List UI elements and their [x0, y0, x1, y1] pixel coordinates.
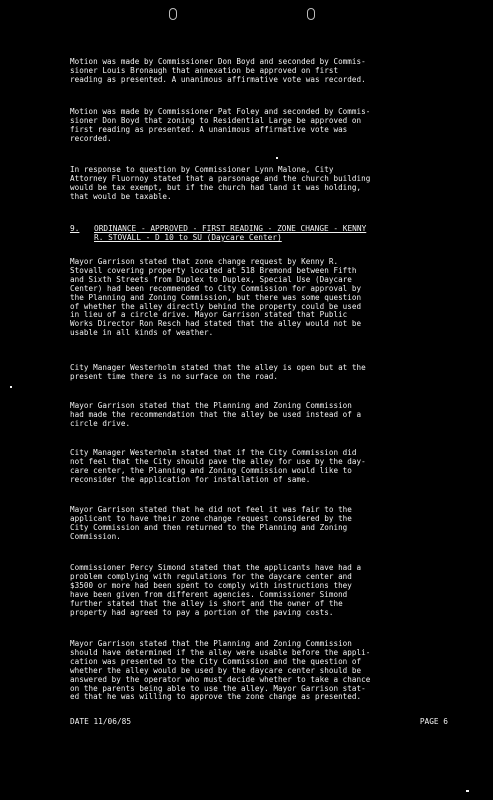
text-line: Mayor Garrison stated that he did not feel it was fair to the: [70, 506, 352, 514]
text-line: not feel that the City should pave the alley for use by the day-: [70, 457, 366, 466]
text-line: sioner Don Boyd that zoning to Residential Large be approved on: [70, 116, 362, 125]
text-line: Mayor Garrison stated that the Planning and Zoning Commission: [70, 402, 352, 410]
text-line: Motion was made by Commissioner Pat Foley and seconded by Commis-: [70, 108, 371, 116]
text-line: cation was presented to the City Commission and the question of: [70, 657, 362, 666]
zone-change-paragraph: [70, 258, 442, 338]
text-line: usable in all kinds of weather.: [70, 329, 214, 338]
text-line: reading as presented. A unanimous affirmative vote was recorded.: [70, 75, 366, 84]
text-line: recorded.: [70, 134, 112, 143]
text-line: answered by the operator who must decide whether to take a chance: [70, 675, 371, 684]
text-line: City Commission and then returned to the Planning and Zoning: [70, 523, 348, 532]
scan-speck: [10, 386, 12, 388]
motion-annexation-paragraph: [70, 58, 442, 85]
text-line: In response to question by Commissioner Lynn Malone, City: [70, 166, 334, 174]
text-line: Mayor Garrison stated that zone change request by Kenny R.: [70, 258, 339, 266]
agenda-item-heading: [70, 224, 442, 244]
text-line: and Sixth Streets from Duplex to Duplex, Special Use (Daycare: [70, 275, 352, 284]
agenda-item-title: ORDINANCE - APPROVED - FIRST READING - ZONE CHANGE - KENNY: [94, 224, 367, 233]
text-line: ed that he was willing to approve the zone change as presented.: [70, 693, 362, 702]
tax-exempt-paragraph: [70, 166, 442, 202]
text-line: Motion was made by Commissioner Don Boyd and seconded by Commis-: [70, 58, 366, 66]
meeting-date: DATE 11/06/85: [70, 717, 132, 726]
text-line: first reading as presented. A unanimous affirmative vote was: [70, 125, 348, 134]
text-line: problem complying with regulations for the daycare center and: [70, 572, 352, 581]
text-line: would be tax exempt, but if the church had land it was holding,: [70, 183, 362, 192]
mayor-garrison-approval-paragraph: [70, 640, 442, 702]
text-line: care center, the Planning and Zoning Commission would like to: [70, 466, 352, 475]
text-line: had made the recommendation that the alley be used instead of a: [70, 410, 362, 419]
text-line: have been given from different agencies. Commissioner Simond: [70, 590, 348, 599]
text-line: sioner Louis Bronaugh that annexation be approved on first: [70, 66, 339, 75]
text-line: Stovall covering property located at 518 Bremond between Fifth: [70, 266, 357, 275]
page-number: PAGE 6: [419, 717, 448, 726]
alley-surface-paragraph: [70, 364, 442, 382]
text-line: whether the alley would be used by the daycare center should be: [70, 666, 362, 675]
text-line: City Manager Westerholm stated that if the City Commission did: [70, 449, 357, 457]
text-line: applicant to have their zone change request considered by the: [70, 514, 352, 523]
punch-hole-mark: [169, 8, 177, 20]
text-line: in lieu of a circle drive. Mayor Garrison stated that Public: [70, 311, 348, 320]
text-line: on the parents being able to use the alley. Mayor Garrison stat-: [70, 684, 366, 693]
text-line: Commissioner Percy Simond stated that the applicants have had a: [70, 564, 362, 572]
text-line: that would be taxable.: [70, 192, 172, 201]
motion-zoning-paragraph: [70, 108, 442, 144]
text-line: Commission.: [70, 532, 121, 541]
agenda-item-number: 9.: [70, 224, 80, 233]
paving-reconsider-paragraph: [70, 449, 442, 485]
text-line: the Planning and Zoning Commission, but there was some question: [70, 293, 362, 302]
text-line: Attorney Fluornoy stated that a parsonage and the church building: [70, 174, 371, 183]
text-line: Mayor Garrison stated that the Planning and Zoning Commission: [70, 640, 352, 648]
agenda-item-title-continued: R. STOVALL - D 10 to SU (Daycare Center): [94, 233, 282, 242]
text-line: $3500 or more had been spent to comply with instructions they: [70, 581, 352, 590]
commissioner-simond-paragraph: [70, 564, 442, 617]
punch-hole-mark: [307, 8, 315, 20]
text-line: further stated that the alley is short and the owner of the: [70, 599, 343, 608]
text-line: should have determined if the alley were usable before the appli-: [70, 648, 371, 657]
text-line: Center) had been recommended to City Commission for approval by: [70, 284, 362, 293]
text-line: of whether the alley directly behind the property could be used: [70, 302, 362, 311]
text-line: City Manager Westerholm stated that the alley is open but at the: [70, 364, 366, 372]
planning-recommendation-paragraph: [70, 402, 442, 429]
text-line: circle drive.: [70, 419, 131, 428]
scan-speck: [276, 157, 278, 159]
scan-speck: [466, 790, 469, 792]
text-line: Works Director Ron Resch had stated that the alley would not be: [70, 320, 362, 329]
text-line: property had agreed to pay a portion of the paving costs.: [70, 608, 334, 617]
text-line: reconsider the application for installation of same.: [70, 475, 311, 484]
fairness-paragraph: [70, 506, 442, 542]
text-line: present time there is no surface on the road.: [70, 372, 278, 381]
